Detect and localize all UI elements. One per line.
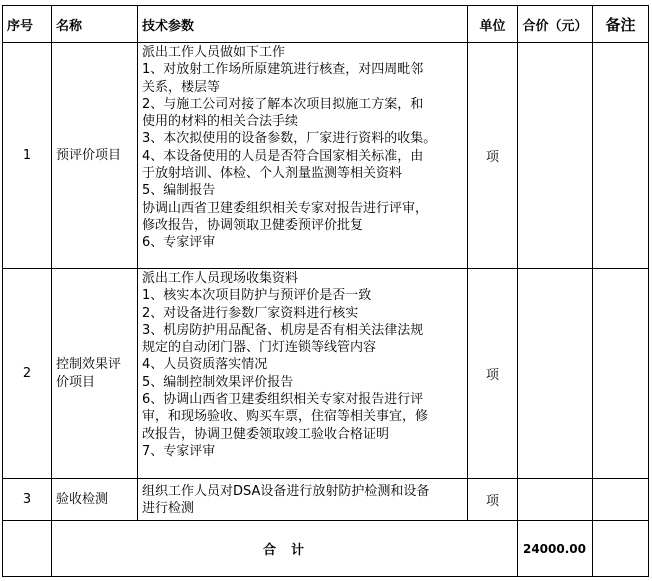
total-value: 24000.00	[518, 521, 593, 577]
param-line: 5、编制报告	[142, 183, 216, 199]
param-line: 6、协调山西省卫建委组织相关专家对报告进行评	[142, 392, 424, 408]
param-line: 使用的材料的相关合法手续	[142, 114, 299, 130]
total-note-cell	[593, 521, 649, 577]
param-line: 3、本次拟使用的设备参数，厂家进行资料的收集。	[142, 131, 437, 147]
row-name	[52, 269, 138, 479]
header-name: 名称	[52, 6, 138, 43]
header-seq: 序号	[3, 6, 52, 43]
row-seq: 2	[3, 269, 52, 479]
header-note: 备注	[593, 6, 649, 43]
total-row	[3, 521, 649, 577]
table-row	[3, 479, 649, 521]
param-line: 1、核实本次项目防护与预评价是否一致	[142, 288, 372, 304]
header-total-price: 合价（元）	[518, 6, 593, 43]
row-note	[593, 43, 649, 269]
row-price	[518, 479, 593, 521]
row-name: 验收检测	[52, 479, 138, 521]
header-params: 技术参数	[138, 6, 468, 43]
row-seq: 1	[3, 43, 52, 269]
row-name-line: 控制效果评	[56, 356, 122, 372]
table-header-row	[3, 6, 649, 43]
param-line: 审，和现场验收、购买车票，住宿等相关事宜，修	[142, 409, 429, 425]
row-unit: 项	[468, 479, 518, 521]
row-note	[593, 479, 649, 521]
param-line: 关系，楼层等	[142, 79, 221, 95]
table-row	[3, 269, 649, 479]
header-unit: 单位	[468, 6, 518, 43]
param-line: 4、本设备使用的人员是否符合国家相关标准，由	[142, 148, 424, 164]
row-name: 预评价项目	[52, 43, 138, 269]
row-price	[518, 269, 593, 479]
param-line: 派出工作人员做如下工作	[142, 45, 286, 60]
param-line: 规定的自动闭门器、门灯连锁等线管内容	[142, 340, 377, 356]
param-line: 7、专家评审	[142, 443, 216, 459]
total-label: 合 计	[52, 521, 518, 577]
table-row	[3, 43, 649, 269]
param-line: 1、对放射工作场所原建筑进行核查，对四周毗邻	[142, 62, 424, 78]
quote-table	[2, 5, 649, 577]
param-line: 派出工作人员现场收集资料	[142, 271, 299, 286]
param-line: 6、专家评审	[142, 235, 216, 251]
param-line: 协调山西省卫建委组织相关专家对报告进行评审，	[142, 200, 429, 216]
row-price	[518, 43, 593, 269]
row-params	[138, 269, 468, 479]
param-line: 2、对设备进行参数厂家资料进行核实	[142, 305, 359, 321]
row-unit: 项	[468, 43, 518, 269]
param-line: 4、人员资质落实情况	[142, 357, 268, 373]
row-params	[138, 479, 468, 521]
param-line: 3、机房防护用品配备、机房是否有相关法律法规	[142, 322, 424, 338]
param-line: 5、编制控制效果评价报告	[142, 374, 294, 390]
row-name-line: 价项目	[56, 374, 96, 390]
param-line: 进行检测	[142, 501, 195, 516]
row-unit: 项	[468, 269, 518, 479]
row-seq: 3	[3, 479, 52, 521]
param-line: 组织工作人员对DSA设备进行放射防护检测和设备	[142, 483, 430, 499]
row-params	[138, 43, 468, 269]
param-line: 于放射培训、体检、个人剂量监测等相关资料	[142, 166, 403, 182]
param-line: 修改报告，协调领取卫健委预评价批复	[142, 217, 364, 233]
total-empty-cell	[3, 521, 52, 577]
param-line: 改报告，协调卫健委领取竣工验收合格证明	[142, 426, 390, 442]
param-line: 2、与施工公司对接了解本次项目拟施工方案，和	[142, 96, 424, 112]
row-note	[593, 269, 649, 479]
